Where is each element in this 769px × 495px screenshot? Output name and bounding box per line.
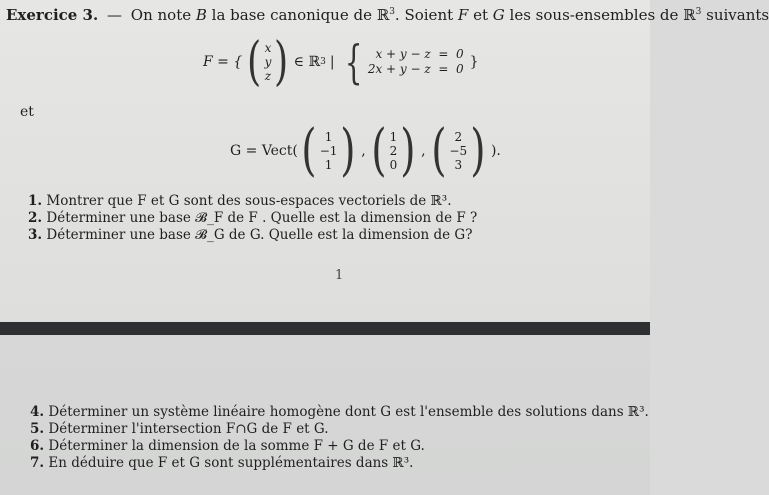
vector-entry: 2 (454, 130, 463, 144)
comma: , (421, 143, 426, 159)
vector-entries (390, 130, 398, 172)
vect-close: ). (490, 143, 501, 159)
question-number: 3. (28, 227, 43, 243)
exponent: 3 (695, 7, 702, 17)
vector-entry: y (264, 55, 272, 69)
symbol-F: F (457, 6, 469, 24)
question-text: Déterminer une base 𝓑_F de F . Quelle est la dimension de F ? (46, 210, 478, 226)
vector-entry: 1 (324, 158, 333, 172)
header-dash: — (107, 6, 122, 24)
connector-et: et (20, 104, 34, 120)
right-paren: ) (340, 118, 357, 183)
question-number: 7. (30, 455, 45, 471)
reals-symbol: ℝ (683, 6, 696, 24)
right-paren: ) (274, 32, 289, 92)
left-brace: { (344, 35, 362, 89)
set-G-lhs: G = Vect( (230, 143, 298, 159)
question-item (30, 455, 649, 472)
vector-v3 (428, 118, 489, 183)
page-2 (0, 335, 650, 495)
vector-entry: −1 (319, 144, 338, 158)
reals-symbol: ℝ (376, 6, 390, 24)
exercise-label: Exercice 3. (6, 6, 99, 24)
question-text: En déduire que F et G sont supplémentaires dans ℝ³. (48, 455, 414, 471)
question-text: Montrer que F et G sont des sous-espaces vectoriels de ℝ³. (46, 193, 452, 209)
vector-v1 (298, 118, 359, 183)
question-list-1 (28, 193, 477, 244)
symbol-G: G (492, 6, 505, 24)
element-of: ∈ ℝ (293, 54, 321, 70)
set-close-brace: } (469, 54, 479, 70)
question-item (28, 210, 477, 227)
question-item (28, 193, 477, 210)
question-item (28, 227, 477, 244)
header-text: On note (130, 6, 196, 24)
header-text: . Soient (394, 6, 458, 24)
such-that-bar: | (329, 54, 335, 70)
exponent: 3 (320, 57, 326, 67)
question-number: 1. (28, 193, 43, 209)
header-text: suivants (701, 6, 769, 24)
question-text: Déterminer un système linéaire homogène dont G est l'ensemble des solutions dans ℝ³. (48, 404, 649, 420)
vector-v2 (368, 118, 419, 183)
vector-entries (449, 130, 467, 172)
question-number: 2. (28, 210, 43, 226)
left-paren: ( (301, 118, 317, 183)
question-text: Déterminer une base 𝓑_G de G. Quelle est la dimension de G? (46, 227, 473, 243)
left-paren: ( (430, 118, 447, 183)
vector-entry: 1 (324, 130, 333, 144)
question-item (30, 421, 649, 438)
vector-entry: 1 (389, 130, 398, 144)
vector-entry: x (264, 41, 272, 55)
exercise-header (6, 6, 769, 24)
question-number: 6. (30, 438, 45, 454)
question-text: Déterminer la dimension de la somme F + G de F et G. (48, 438, 425, 454)
page-separator (0, 322, 650, 335)
left-paren: ( (247, 32, 262, 92)
set-G-definition (230, 118, 501, 184)
page-number: 1 (335, 268, 344, 283)
vector-entries (265, 41, 272, 83)
header-text: la base canonique de (206, 6, 377, 24)
question-number: 4. (30, 404, 45, 420)
set-F-definition (203, 32, 479, 92)
question-item (30, 404, 649, 421)
right-paren: ) (400, 118, 416, 183)
question-text: Déterminer l'intersection F∩G de F et G. (48, 421, 329, 437)
header-text: les sous-ensembles de (504, 6, 684, 24)
system-equations (368, 47, 464, 77)
right-paren: ) (470, 118, 486, 183)
vector-entry: 3 (454, 158, 463, 172)
left-paren: ( (371, 118, 387, 183)
question-number: 5. (30, 421, 45, 437)
vector-entry: 2 (389, 144, 398, 158)
question-item (30, 438, 649, 455)
question-list-2 (30, 404, 649, 472)
linear-system (339, 35, 464, 89)
equation-2: 2x + y − z = 0 (367, 62, 464, 76)
vector-entries (320, 130, 338, 172)
basis-symbol: B (195, 6, 207, 24)
vector-entry: 0 (389, 158, 398, 172)
comma: , (361, 143, 366, 159)
equation-1: x + y − z = 0 (375, 47, 464, 61)
set-F-lhs: F = { (203, 54, 243, 70)
vector-entry: z (264, 69, 272, 83)
vector-xyz (244, 32, 291, 92)
header-text: et (468, 6, 493, 24)
vector-entry: −5 (449, 144, 468, 158)
exponent: 3 (389, 7, 395, 17)
